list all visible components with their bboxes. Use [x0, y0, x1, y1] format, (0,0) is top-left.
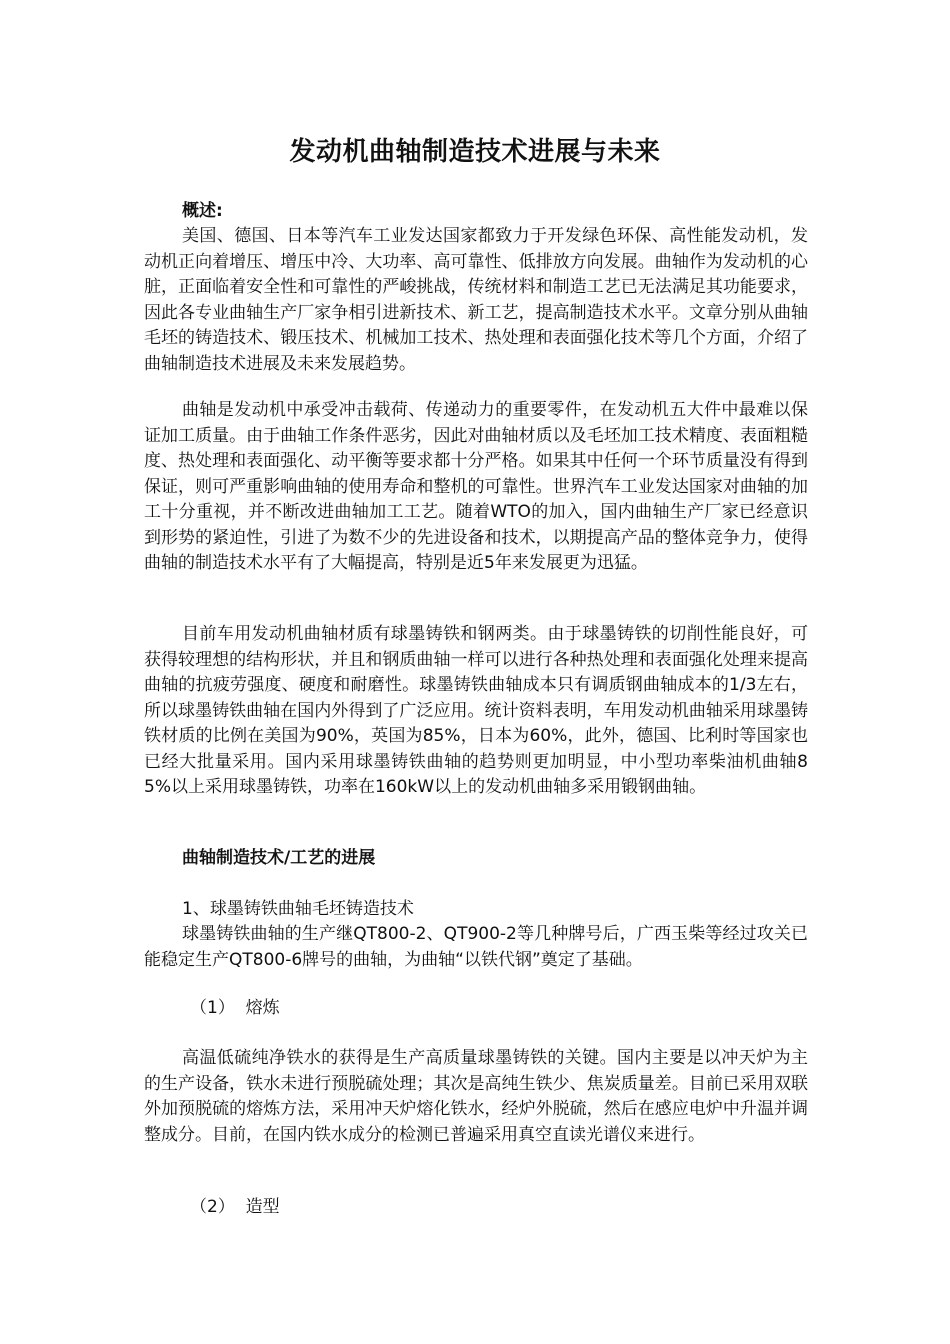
overview-paragraph	[144, 224, 808, 377]
paragraph-1-text: 曲轴是发动机中承受冲击载荷、传递动力的重要零件，在发动机五大件中最难以保证加工质量。由于曲轴工作条件恶劣，因此对曲轴材质以及毛坯加工技术精度、表面粗糙度、热处理和表面强化、动平衡等要求都十分严格。如果其中任何一个环节质量没有得到保证，则可严重影响曲轴的使用寿命和整机的可靠性。世界汽车工业发达国家对曲轴的加工十分重视，并不断改进曲轴加工工艺。随着WTO的加入，国内曲轴生产厂家已经意识到形势的紧迫性，引进了为数不少的先进设备和技术，以期提高产品的整体竞争力，使得曲轴的制造技术水平有了大幅提高，特别是近5年来发展更为迅猛。	[144, 400, 808, 573]
paragraph-2	[144, 622, 808, 801]
overview-text: 美国、德国、日本等汽车工业发达国家都致力于开发绿色环保、高性能发动机，发动机正向着增压、增压中冷、大功率、高可靠性、低排放方向发展。曲轴作为发动机的心脏，正面临着安全性和可靠性的严峻挑战，传统材料和制造工艺已无法满足其功能要求，因此各专业曲轴生产厂家争相引进新技术、新工艺，提高制造技术水平。文章分别从曲轴毛坯的铸造技术、锻压技术、机械加工技术、热处理和表面强化技术等几个方面，介绍了曲轴制造技术进展及未来发展趋势。	[144, 226, 808, 374]
item-1-text: 球墨铸铁曲轴的生产继QT800-2、QT900-2等几种牌号后，广西玉柴等经过攻关已能稳定生产QT800-6牌号的曲轴，为曲轴“以铁代钢”奠定了基础。	[144, 924, 808, 970]
sub-1-text: 高温低硫纯净铁水的获得是生产高质量球墨铸铁的关键。国内主要是以冲天炉为主的生产设备，铁水未进行预脱硫处理；其次是高纯生铁少、焦炭质量差。目前已采用双联外加预脱硫的熔炼方法，采用冲天炉熔化铁水，经炉外脱硫，然后在感应电炉中升温并调整成分。目前，在国内铁水成分的检测已普遍采用真空直读光谱仪来进行。	[144, 1048, 808, 1145]
sub-2-title: （2） 造型	[190, 1197, 280, 1217]
overview-heading: 概述:	[182, 201, 223, 221]
item-1-title: 1、球墨铸铁曲轴毛坯铸造技术	[182, 899, 414, 919]
item-1-paragraph	[144, 922, 808, 973]
section-heading: 曲轴制造技术/工艺的进展	[182, 848, 376, 868]
document-title: 发动机曲轴制造技术进展与未来	[289, 137, 661, 167]
sub-1-title: （1） 熔炼	[190, 998, 280, 1018]
sub-1-paragraph	[144, 1046, 808, 1148]
paragraph-1	[144, 398, 808, 577]
paragraph-2-text: 目前车用发动机曲轴材质有球墨铸铁和钢两类。由于球墨铸铁的切削性能良好，可获得较理想的结构形状，并且和钢质曲轴一样可以进行各种热处理和表面强化处理来提高曲轴的抗疲劳强度、硬度和耐磨性。球墨铸铁曲轴成本只有调质钢曲轴成本的1/3左右，所以球墨铸铁曲轴在国内外得到了广泛应用。统计资料表明，车用发动机曲轴采用球墨铸铁材质的比例在美国为90%，英国为85%，日本为60%，此外，德国、比利时等国家也已经大批量采用。国内采用球墨铸铁曲轴的趋势则更加明显，中小型功率柴油机曲轴85%以上采用球墨铸铁，功率在160kW以上的发动机曲轴多采用锻钢曲轴。	[144, 624, 808, 797]
